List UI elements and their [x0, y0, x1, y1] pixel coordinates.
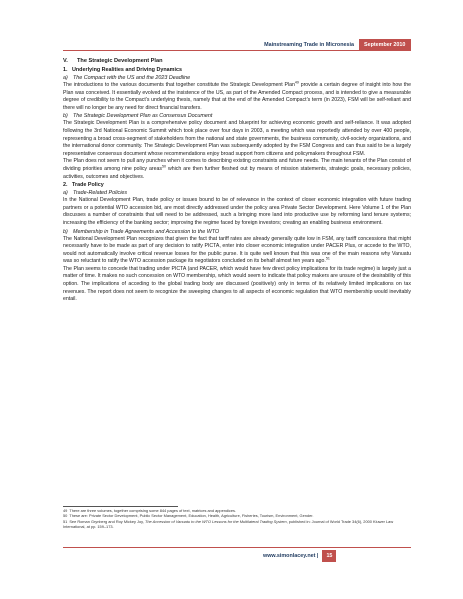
subheading-2a	[63, 189, 411, 197]
subheading-number: b)	[63, 113, 68, 120]
subheading-number: b)	[63, 228, 68, 235]
paragraph-text: The Plan does not seem to pull any punches when it comes to describing existing constraints and future needs. The main tenants of the Plan consist of dividing priorities among nine policy areas	[63, 158, 411, 172]
footnote-text-cont: , published in: Journal of World Trade 34(6), 2000 Kluwer Law International, at pp. 159–173.	[63, 518, 394, 529]
header-divider	[63, 50, 411, 51]
footnote-51	[63, 519, 411, 530]
paragraph-compact	[63, 82, 411, 112]
footnote-number: 49	[63, 508, 68, 513]
page-body	[63, 57, 411, 304]
header-date-badge: September 2010	[359, 39, 411, 50]
section-title: The Strategic Development Plan	[77, 58, 163, 64]
paragraph-text: The Strategic Development Plan is a comprehensive policy document and blueprint for achieving economic growth and self-reliance. It was adopted following the 3rd National Economic Summit which took place over four days in 2003, a meeting which was reportedly attended by over 400 people, representing a broad cross-segment of stakeholders from the national and state governments, the business community, civil-society organizations, and the international donor community. The Strategic Development Plan was subsequently adopted by the FSM Congress and can thus said to be a largely representative consensus document whose recommendations enjoy broad support from citizens and policymakers throughout FSM.	[63, 120, 411, 157]
subheading-2b	[63, 228, 411, 236]
paragraph-wto-membership	[63, 236, 411, 266]
subsection-number: 2.	[63, 182, 68, 189]
section-heading	[63, 57, 411, 66]
subheading-number: a)	[63, 75, 68, 81]
footnotes	[63, 508, 411, 529]
subsection-title: Trade Policy	[72, 182, 104, 189]
paragraph-picta	[63, 266, 411, 304]
footnote-text: These are: Private Sector Development, Public Sector Management, Education, Health, Agriculture, Fisheries, Tourism, Environment, Gender.	[69, 513, 314, 519]
paragraph-text: In the National Development Plan, trade policy or issues bound to be of relevance in the context of closer economic integration with future trading partners or a potential WTO accession bid, are most directly addressed under the policy area Private Sector Development. Here Volume 1 of the Plan discusses a number of constraints that will need to be addressed, such a bringing more land into productive use by reforming land tenure systems; increasing the efficiency of the banking sector; improving the regime faced by foreign investors; creating an enabling business environment.	[63, 197, 411, 226]
footnote-divider	[63, 506, 178, 507]
page-number-badge: 15	[322, 550, 336, 562]
footnote-number: 51	[63, 518, 68, 524]
footnote-citation-title: The Accession of Vanuatu to the WTO Lessons for the Multilateral Trading System	[144, 518, 287, 524]
header-title: Mainstreaming Trade in Micronesia	[264, 41, 354, 48]
paragraph-text-cont: which are then further fleshed out by means of mission statements, strategic goals, necessary policies, activities, outcomes and objectives.	[63, 165, 411, 180]
paragraph-text: The Plan seems to concede that trading under PICTA (and PACER, which would have few direct policy implications for its trade regime) is largely just a matter of time. It makes no such concession on WTO membership, which would seem to indicate that policy makers are unsure of the desirability of this option. The implications of acceding to the global trading body are discussed (positively) only in terms of its relatively limited implications on tax revenues. The report does not seem to recognize the sweeping changes to all aspects of economic regulation that WTO membership would inevitably entail.	[63, 265, 411, 303]
paragraph-text: The National Development Plan recognizes that given the fact that tariff rates are already generally quite low in FSM, any tariff concessions that might necessarily have to be made as part of any decision to ratify PICTA, enter into closer economic integration under PACER Plus, or accede to the WTO, would not automatically involve critical revenue losses for the public purse. It is quite well known that this was one of the main reasons why Vanuatu was so reluctant to ratify the WTO accession package its negotiators concluded on its behalf almost ten years ago.	[63, 235, 411, 265]
subheading-title: The Strategic Development Plan as Consensus Document	[73, 113, 213, 120]
paragraph-text: The introductions to the various documents that together constitute the Strategic Development Plan	[63, 82, 295, 88]
paragraph-trade-policies	[63, 197, 411, 227]
paragraph-policy-areas	[63, 158, 411, 181]
footnote-ref-51[interactable]: 51	[325, 256, 330, 261]
subheading-title: Membership in Trade Agreements and Accession to the WTO	[73, 228, 220, 235]
subheading-title: Trade-Related Policies	[73, 190, 128, 197]
section-number: V.	[63, 58, 68, 64]
footnote-text: There are three volumes, together comprising some 844 pages of text, matrices and appendices.	[69, 508, 237, 513]
subheading-number: a)	[63, 190, 68, 197]
footnote-ref-50[interactable]: 50	[161, 164, 166, 169]
footer-divider	[63, 547, 411, 548]
subheading-title: The Compact with the US and the 2023 Deadline	[73, 75, 191, 81]
paragraph-consensus	[63, 120, 411, 158]
page-header	[159, 39, 406, 50]
paragraph-text-cont: provide a certain degree of insight into how the Plan was conceived. It essentially evolved at the insistence of the US, as part of the Amended Compact process, and is intended to give a measurable degree of credibility to the Compact’s underlying thesis, namely that at the end of the Amended Compact’s term (in 2023), FSM will be self-reliant and there will no longer be any need for direct financial transfers.	[63, 82, 411, 111]
subsection-heading-2	[63, 181, 411, 189]
footer-website-link[interactable]: www.simonlacey.net |	[263, 553, 319, 559]
footnote-ref-49[interactable]: 49	[294, 80, 299, 85]
page-footer	[263, 550, 336, 562]
subsection-number: 1.	[63, 67, 68, 73]
footnote-number: 50	[63, 513, 68, 519]
subsection-heading-1	[63, 66, 411, 74]
footnote-text: See Roman Grynberg and Roy Mickey Joy,	[69, 518, 145, 524]
subsection-title: Underlying Realities and Driving Dynamics	[72, 67, 182, 73]
subheading-1b	[63, 112, 411, 120]
